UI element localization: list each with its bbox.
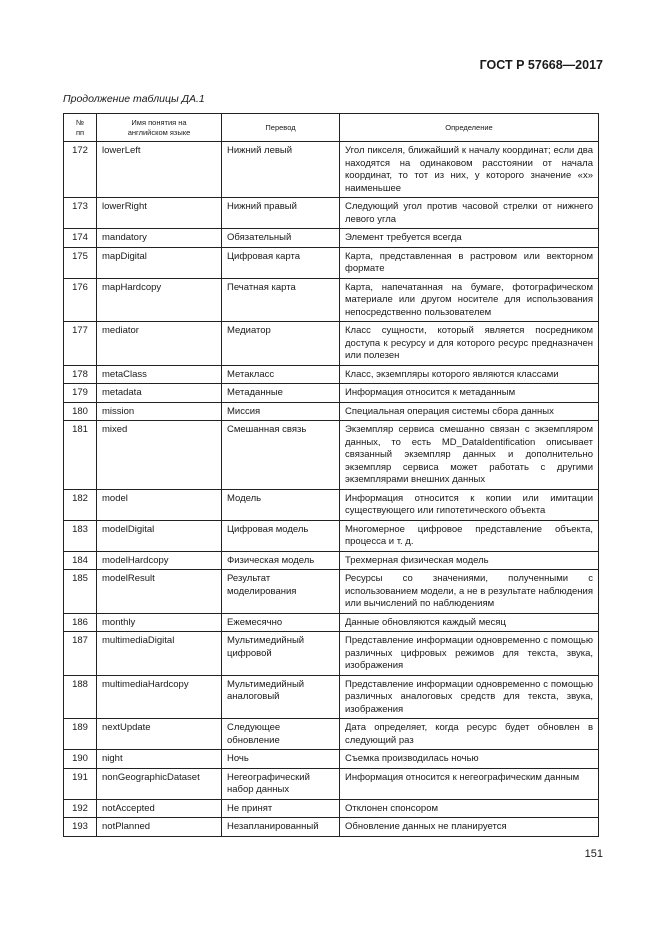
table-header-row [64, 114, 599, 142]
row-definition: Следующий угол против часовой стрелки от нижнего левого угла [340, 198, 599, 229]
row-term: night [97, 750, 222, 769]
table-row [64, 818, 599, 837]
header-definition: Определение [340, 114, 599, 142]
row-term: monthly [97, 613, 222, 632]
header-number-line1: № [75, 118, 85, 128]
row-translation: Модель [222, 489, 340, 520]
row-definition: Данные обновляются каждый месяц [340, 613, 599, 632]
header-term [97, 114, 222, 142]
table-continuation-caption: Продолжение таблицы ДА.1 [63, 93, 205, 105]
row-number: 174 [64, 229, 97, 248]
row-definition: Представление информации одновременно с помощью различных цифровых режимов для текста, звука, изображения [340, 632, 599, 676]
row-term: nextUpdate [97, 719, 222, 750]
table-row [64, 384, 599, 403]
row-number: 193 [64, 818, 97, 837]
row-term: model [97, 489, 222, 520]
row-translation: Обязательный [222, 229, 340, 248]
row-translation: Результат моделирования [222, 570, 340, 614]
row-definition: Съемка производилась ночью [340, 750, 599, 769]
row-translation: Мультимедийный аналоговый [222, 675, 340, 719]
row-translation: Нижний правый [222, 198, 340, 229]
header-number-line2: пп [75, 127, 85, 137]
row-number: 190 [64, 750, 97, 769]
row-number: 186 [64, 613, 97, 632]
row-number: 173 [64, 198, 97, 229]
table-row [64, 613, 599, 632]
row-term: multimediaHardcopy [97, 675, 222, 719]
row-number: 191 [64, 768, 97, 799]
row-translation: Метаданные [222, 384, 340, 403]
row-number: 180 [64, 402, 97, 421]
row-translation: Смешанная связь [222, 421, 340, 490]
row-definition: Многомерное цифровое представление объекта, процесса и т. д. [340, 520, 599, 551]
row-definition: Представление информации одновременно с помощью различных аналоговых средств для текста, звука, изображения [340, 675, 599, 719]
table-row [64, 322, 599, 366]
table-row [64, 278, 599, 322]
table-row [64, 142, 599, 198]
row-term: notAccepted [97, 799, 222, 818]
row-translation: Метакласс [222, 365, 340, 384]
row-translation: Нижний левый [222, 142, 340, 198]
row-term: metaClass [97, 365, 222, 384]
table-row [64, 551, 599, 570]
row-definition: Отклонен спонсором [340, 799, 599, 818]
row-number: 187 [64, 632, 97, 676]
table-row [64, 198, 599, 229]
row-definition: Информация относится к копии или имитации существующего или гипотетического объекта [340, 489, 599, 520]
row-number: 182 [64, 489, 97, 520]
table-row [64, 799, 599, 818]
table-row [64, 421, 599, 490]
terms-table [63, 113, 599, 837]
row-term: mediator [97, 322, 222, 366]
row-term: metadata [97, 384, 222, 403]
table-row [64, 570, 599, 614]
row-translation: Печатная карта [222, 278, 340, 322]
row-definition: Угол пикселя, ближайший к началу координат; если два находятся на одинаковом расстоянии от начала координат, то тот из них, у которого значение «х» наименьшее [340, 142, 599, 198]
row-definition: Информация относится к негеографическим данным [340, 768, 599, 799]
row-number: 188 [64, 675, 97, 719]
row-number: 181 [64, 421, 97, 490]
row-term: mapDigital [97, 247, 222, 278]
row-term: mission [97, 402, 222, 421]
table-row [64, 768, 599, 799]
row-term: modelResult [97, 570, 222, 614]
row-definition: Трехмерная физическая модель [340, 551, 599, 570]
row-number: 178 [64, 365, 97, 384]
row-term: notPlanned [97, 818, 222, 837]
row-number: 192 [64, 799, 97, 818]
row-definition: Ресурсы со значениями, полученными с использованием модели, а не в результате наблюдения или вычислений по наблюдениям [340, 570, 599, 614]
table-row [64, 489, 599, 520]
standard-designation: ГОСТ Р 57668—2017 [479, 58, 603, 72]
table-row [64, 247, 599, 278]
table-row [64, 719, 599, 750]
row-term: modelDigital [97, 520, 222, 551]
row-number: 179 [64, 384, 97, 403]
table-row [64, 402, 599, 421]
table-row [64, 520, 599, 551]
row-translation: Миссия [222, 402, 340, 421]
row-translation: Не принят [222, 799, 340, 818]
row-definition: Класс, экземпляры которого являются классами [340, 365, 599, 384]
row-translation: Медиатор [222, 322, 340, 366]
row-number: 184 [64, 551, 97, 570]
row-term: nonGeographicDataset [97, 768, 222, 799]
row-translation: Следующее обновление [222, 719, 340, 750]
header-translation: Перевод [222, 114, 340, 142]
row-translation: Ночь [222, 750, 340, 769]
row-translation: Незапланированный [222, 818, 340, 837]
row-number: 175 [64, 247, 97, 278]
row-number: 189 [64, 719, 97, 750]
table-row [64, 632, 599, 676]
row-number: 183 [64, 520, 97, 551]
row-translation: Физическая модель [222, 551, 340, 570]
table-body [64, 142, 599, 837]
row-term: mandatory [97, 229, 222, 248]
row-term: mixed [97, 421, 222, 490]
table-row [64, 675, 599, 719]
row-term: lowerRight [97, 198, 222, 229]
row-definition: Карта, напечатанная на бумаге, фотографическом материале или другом носителе для использования непосредственно пользователем [340, 278, 599, 322]
row-number: 185 [64, 570, 97, 614]
row-definition: Карта, представленная в растровом или векторном формате [340, 247, 599, 278]
row-translation: Негеографический набор данных [222, 768, 340, 799]
row-term: lowerLeft [97, 142, 222, 198]
header-term-line1: Имя понятия на [131, 118, 187, 128]
header-number [64, 114, 97, 142]
row-definition: Экземпляр сервиса смешанно связан с экземпляром данных, то есть MD_DataIdentification описывает связанный экземпляр данных и дополнительно экземпляр сервиса может работать с другими экземплярами внешних данных [340, 421, 599, 490]
row-definition: Дата определяет, когда ресурс будет обновлен в следующий раз [340, 719, 599, 750]
row-definition: Специальная операция системы сбора данных [340, 402, 599, 421]
row-term: modelHardcopy [97, 551, 222, 570]
row-definition: Элемент требуется всегда [340, 229, 599, 248]
row-number: 172 [64, 142, 97, 198]
row-term: mapHardcopy [97, 278, 222, 322]
row-number: 177 [64, 322, 97, 366]
page-number: 151 [584, 848, 603, 860]
row-definition: Класс сущности, который является посредником доступа к ресурсу и для которого ресурс предназначен или полезен [340, 322, 599, 366]
row-translation: Цифровая модель [222, 520, 340, 551]
row-translation: Ежемесячно [222, 613, 340, 632]
row-term: multimediaDigital [97, 632, 222, 676]
table-row [64, 750, 599, 769]
table-row [64, 229, 599, 248]
row-translation: Цифровая карта [222, 247, 340, 278]
row-definition: Информация относится к метаданным [340, 384, 599, 403]
header-term-line2: английском языке [127, 127, 191, 137]
row-number: 176 [64, 278, 97, 322]
row-definition: Обновление данных не планируется [340, 818, 599, 837]
row-translation: Мультимедийный цифровой [222, 632, 340, 676]
table-row [64, 365, 599, 384]
